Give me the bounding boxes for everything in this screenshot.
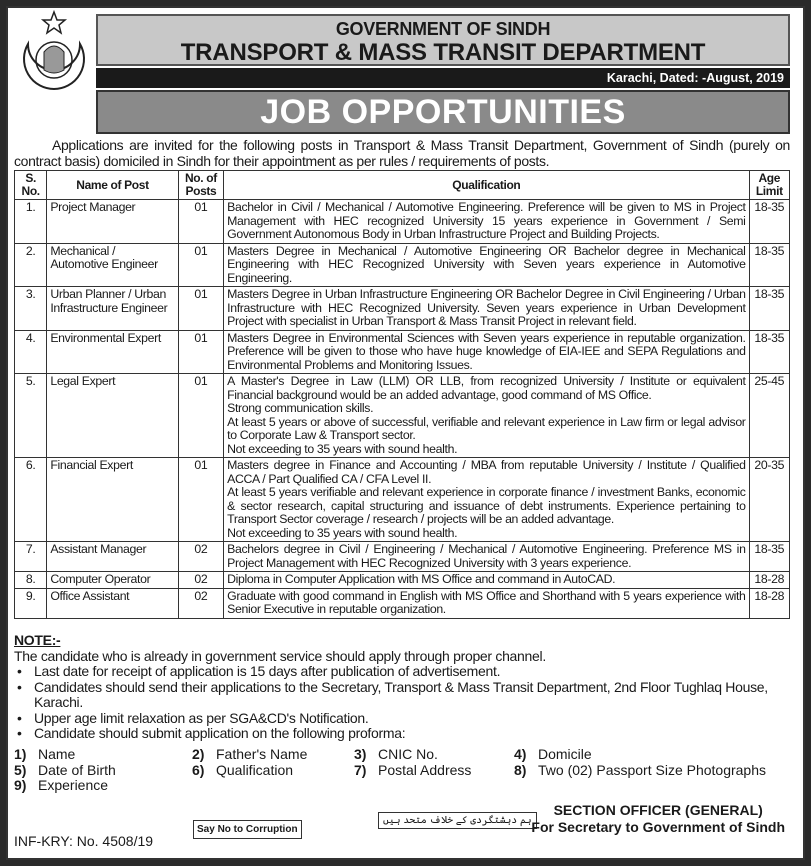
cell-age: 18-35 [749, 243, 789, 287]
cell-posts: 01 [178, 458, 223, 542]
cell-post: Project Manager [47, 200, 178, 244]
cell-posts: 01 [178, 330, 223, 374]
qualification-line: A Master's Degree in Law (LLM) OR LLB, from recognized University / Institute or equivalent Financial background would be an added advantage, good command of MS Office. [227, 374, 746, 402]
department-title: TRANSPORT & MASS TRANSIT DEPARTMENT [180, 39, 706, 66]
date-bar: Karachi, Dated: -August, 2019 [96, 68, 790, 88]
notes-lead: The candidate who is already in government service should apply through proper channel. [14, 647, 546, 664]
table-row [15, 243, 790, 287]
table-row [15, 588, 790, 618]
qualification-line: At least 5 years verifiable and relevant experience in corporate finance / investment Banks, economic & sector research, capital structuring and issuance of debt instruments. Experience pertaining to Transport Sector coverage / research / projects will be an added advantage. [227, 485, 746, 526]
proforma-item [192, 747, 307, 763]
proforma-number: 1) [14, 746, 27, 762]
proforma-label: CNIC No. [378, 746, 438, 762]
say-no-to-corruption-box: Say No to Corruption [193, 820, 302, 839]
proforma-number: 8) [514, 761, 527, 778]
cell-post: Financial Expert [47, 458, 178, 542]
urdu-slogan-box: ہم دہشتگردی کے خلاف متحد ہیں [378, 812, 537, 829]
cell-post: Urban Planner / Urban Infrastructure Engineer [47, 287, 178, 331]
cell-posts: 02 [178, 572, 223, 589]
cell-age: 20-35 [749, 458, 789, 542]
table-row [15, 200, 790, 244]
jobs-table [14, 170, 790, 619]
table-row [15, 542, 790, 572]
qualification-line: Strong communication skills. [227, 401, 374, 415]
cell-qualification [224, 374, 749, 458]
header-box [96, 14, 790, 66]
cell-qualification: Masters Degree in Environmental Sciences with Seven years experience in reputable organization. Preference will be given to those who have huge knowledge of EIA-IEE and SEPA Regulations and Environmental Problems and Monitoring Issues. [224, 330, 749, 374]
cell-sno: 6. [15, 458, 47, 542]
list-item: • Last date for receipt of application is 15 days after publication of advertisement. [14, 664, 790, 680]
cell-sno: 4. [15, 330, 47, 374]
cell-sno: 3. [15, 287, 47, 331]
cell-age: 18-28 [749, 572, 789, 589]
sindh-government-seal-icon [14, 10, 94, 98]
cell-qualification: Masters Degree in Urban Infrastructure Engineering OR Bachelor Degree in Civil Engineering / Urban Infrastructure with HEC Recognized University. Seven years experience in Urban Development Project with specialist in Urban Transport & Mass Transit Project in relevant field. [224, 287, 749, 331]
cell-post: Environmental Expert [47, 330, 178, 374]
notes-title: NOTE:- [14, 632, 61, 648]
list-item: • Upper age limit relaxation as per SGA&CD's Notification. [14, 711, 790, 727]
intro-text: Applications are invited for the following posts in Transport & Mass Transit Department, Government of Sindh (purely on contract basis) domiciled in Sindh for their appointment as per rules / requirements of posts. [14, 137, 790, 169]
header-qualification: Qualification [224, 171, 749, 200]
header-age: Age Limit [749, 171, 789, 200]
qualification-line: Masters degree in Finance and Accounting / MBA from reputable University / Institute / Qualified ACCA / Part Qualified CA / CFA Level II. [227, 458, 746, 486]
proforma-item [14, 763, 116, 779]
cell-post: Computer Operator [47, 572, 178, 589]
proforma-item [514, 747, 592, 763]
cell-sno: 1. [15, 200, 47, 244]
cell-posts: 02 [178, 542, 223, 572]
cell-sno: 7. [15, 542, 47, 572]
proforma-number: 6) [192, 761, 205, 778]
cell-qualification: Graduate with good command in English with MS Office and Shorthand with 5 years experience with Senior Executive in reputable organization. [224, 588, 749, 618]
cell-sno: 2. [15, 243, 47, 287]
proforma-item [354, 747, 438, 763]
signature-subtitle: For Secretary to Government of Sindh [531, 819, 785, 835]
proforma-item [514, 763, 766, 779]
cell-posts: 02 [178, 588, 223, 618]
header-posts: No. of Posts [178, 171, 223, 200]
table-row [15, 572, 790, 589]
proforma-number: 2) [192, 746, 205, 762]
proforma-label: Name [38, 746, 76, 762]
table-row [15, 374, 790, 458]
cell-qualification: Bachelors degree in Civil / Engineering / Mechanical / Automotive Engineering. Preference MS in Project Management with HEC Recognized University with 3 years experience. [224, 542, 749, 572]
proforma-label: Two (02) Passport Size Photographs [538, 761, 767, 778]
proforma-label: Father's Name [216, 746, 308, 762]
table-row [15, 458, 790, 542]
cell-age: 18-35 [749, 287, 789, 331]
cell-posts: 01 [178, 374, 223, 458]
cell-age: 18-35 [749, 542, 789, 572]
proforma-label: Postal Address [378, 761, 472, 778]
cell-qualification: Masters Degree in Mechanical / Automotive Engineering OR Bachelor degree in Mechanical Engineering with HEC Recognized University with Seven years experience in Automotive Engineering. [224, 243, 749, 287]
reference-number: INF-KRY: No. 4508/19 [14, 833, 154, 849]
proforma-item [14, 778, 108, 794]
cell-post: Assistant Manager [47, 542, 178, 572]
proforma-number: 3) [354, 746, 367, 762]
cell-qualification: Bachelor in Civil / Mechanical / Automotive Engineering. Preference will be given to MS in Project Management with HEC recognized University 15 years experience in Government / Semi Government Autonomous Body in Urban Infrastructure Project and Building Projects. [224, 200, 749, 244]
cell-sno: 8. [15, 572, 47, 589]
proforma-label: Domicile [538, 746, 592, 762]
cell-qualification [224, 458, 749, 542]
cell-qualification: Diploma in Computer Application with MS Office and command in AutoCAD. [224, 572, 749, 589]
notes-section [14, 633, 790, 742]
government-title: GOVERNMENT OF SINDH [335, 19, 551, 39]
table-header [15, 171, 790, 200]
signature-title: SECTION OFFICER (GENERAL) [553, 802, 763, 818]
cell-posts: 01 [178, 200, 223, 244]
page-title: JOB OPPORTUNITIES [96, 90, 790, 134]
cell-sno: 5. [15, 374, 47, 458]
notes-list [14, 664, 790, 742]
proforma-item [14, 747, 75, 763]
proforma-number: 7) [354, 761, 367, 778]
proforma-number: 4) [514, 746, 527, 762]
list-item: • Candidates should send their applications to the Secretary, Transport & Mass Transit Department, 2nd Floor Tughlaq House, Karachi. [14, 680, 790, 711]
proforma-item [192, 763, 293, 779]
proforma-number: 9) [14, 777, 27, 793]
cell-age: 18-35 [749, 200, 789, 244]
cell-post: Office Assistant [47, 588, 178, 618]
cell-age: 25-45 [749, 374, 789, 458]
proforma-number: 5) [14, 761, 27, 778]
table-row [15, 330, 790, 374]
qualification-line: Not exceeding to 35 years with sound health. [227, 441, 458, 456]
proforma-label: Qualification [216, 761, 294, 778]
proforma-label: Experience [38, 777, 109, 793]
proforma-label: Date of Birth [38, 761, 116, 778]
proforma-item [354, 763, 471, 779]
qualification-line: Not exceeding to 35 years with sound health. [227, 525, 458, 540]
cell-post: Mechanical / Automotive Engineer [47, 243, 178, 287]
cell-sno: 9. [15, 588, 47, 618]
cell-age: 18-35 [749, 330, 789, 374]
signature-block [531, 802, 785, 836]
cell-posts: 01 [178, 243, 223, 287]
header-post: Name of Post [47, 171, 178, 200]
cell-post: Legal Expert [47, 374, 178, 458]
header-sno: S. No. [15, 171, 47, 200]
cell-posts: 01 [178, 287, 223, 331]
qualification-line: At least 5 years or above of successful, verifiable and relevant experience in Law firm or legal advisor to Corporate Law & Transport sector. [227, 414, 746, 442]
table-row [15, 287, 790, 331]
cell-age: 18-28 [749, 588, 789, 618]
list-item: • Candidate should submit application on the following proforma: [14, 726, 790, 742]
